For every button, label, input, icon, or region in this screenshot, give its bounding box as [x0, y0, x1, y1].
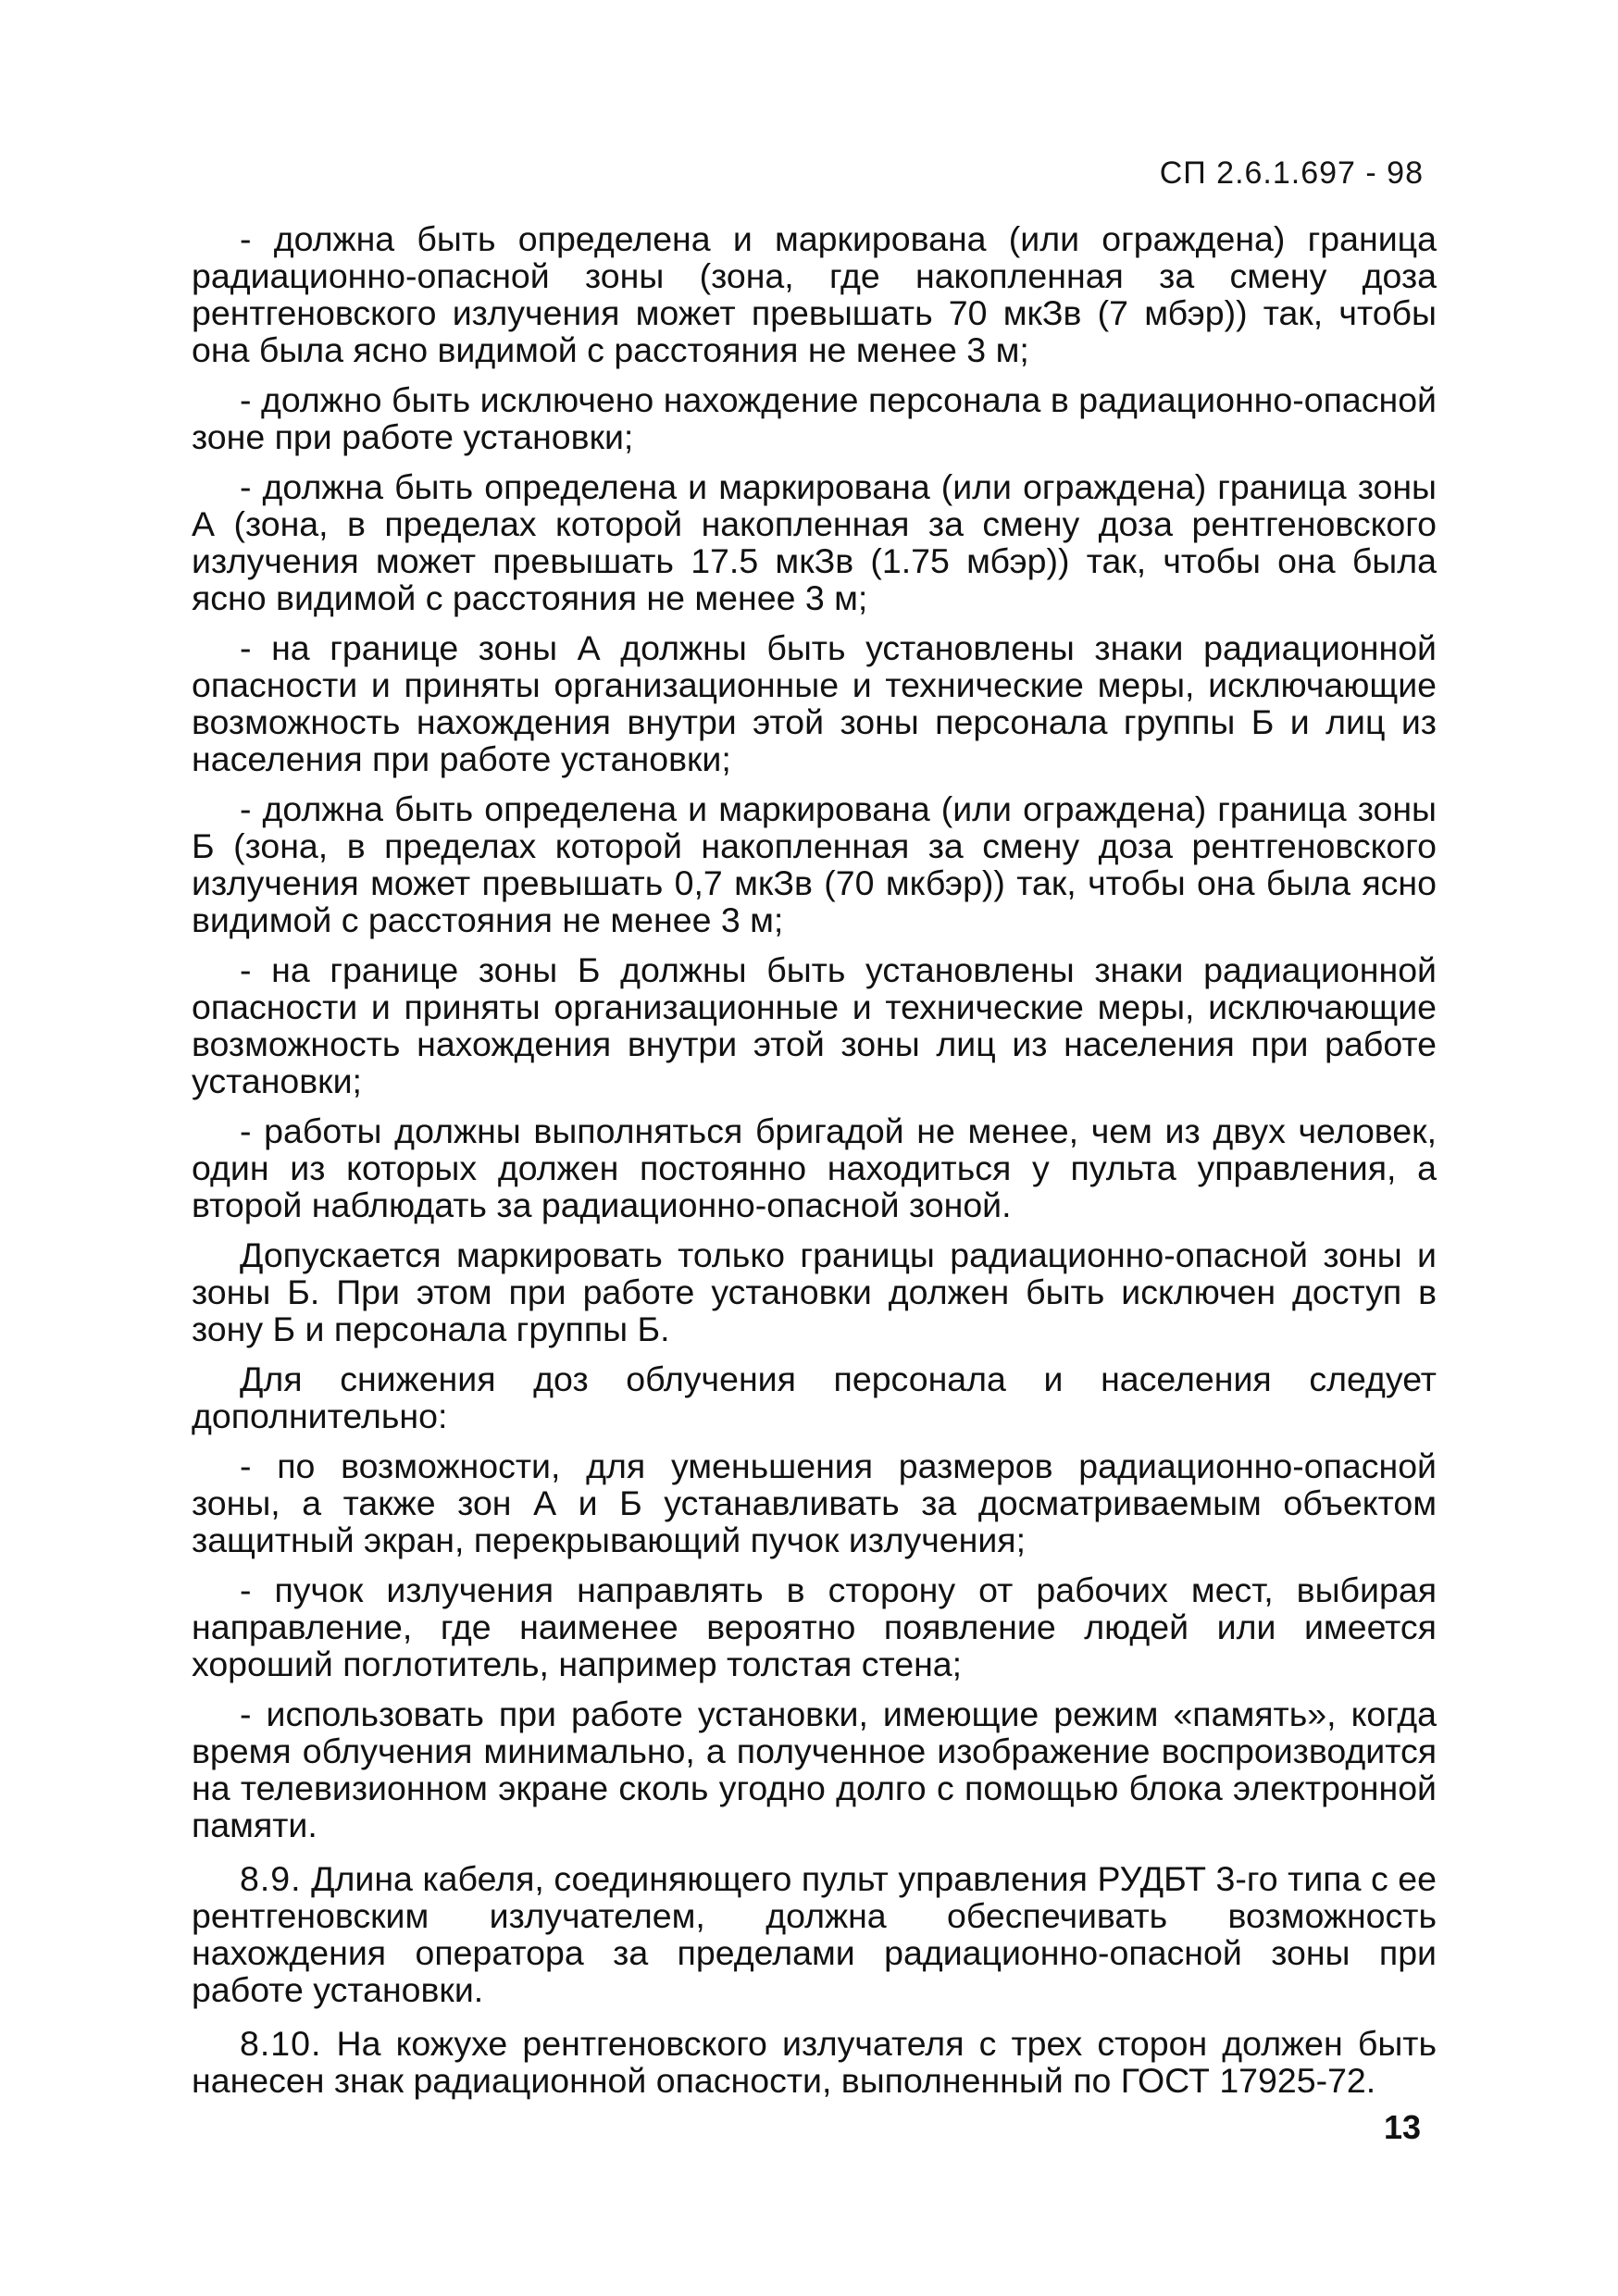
section-8-9 — [192, 1860, 1437, 2008]
paragraph: - работы должны выполняться бригадой не менее, чем из двух человек, один из которых должен постоянно находиться у пульта управления, а второй наблюдать за радиационно-опасной зоной. — [192, 1111, 1437, 1224]
paragraph: - по возможности, для уменьшения размеров радиационно-опасной зоны, а также зон А и Б устанавливать за досматриваемым объектом защитный экран, перекрывающий пучок излучения; — [192, 1446, 1437, 1559]
document-body — [192, 220, 1437, 2116]
section-number: 8.10. — [240, 2024, 322, 2063]
section-number: 8.9. — [240, 1859, 302, 1898]
page-number: 13 — [1383, 2108, 1421, 2146]
paragraph: - на границе зоны Б должны быть установлены знаки радиационной опасности и приняты организационные и технические меры, исключающие возможность нахождения внутри этой зоны лиц из населения при работе установки; — [192, 950, 1437, 1100]
paragraph: - должна быть определена и маркирована (или ограждена) граница радиационно-опасной зоны (зона, где накопленная за смену доза рентгеновского излучения может превышать 70 мкЗв (7 мбэр)) так, чтобы она была ясно видимой с расстояния не менее 3 м; — [192, 219, 1437, 369]
section-text: На кожухе рентгеновского излучателя с трех сторон должен быть нанесен знак радиационной опасности, выполненный по ГОСТ 17925-72. — [192, 2024, 1437, 2100]
paragraph: - должно быть исключено нахождение персонала в радиационно-опасной зоне при работе установки; — [192, 380, 1437, 456]
paragraph: - должна быть определена и маркирована (или ограждена) граница зоны А (зона, в пределах которой накопленная за смену доза рентгеновского излучения может превышать 17.5 мкЗв (1.75 мбэр)) так, чтобы она была ясно видимой с расстояния не менее 3 м; — [192, 467, 1437, 617]
document-code-header: СП 2.6.1.697 - 98 — [1159, 155, 1424, 191]
section-8-10 — [192, 2025, 1437, 2099]
section-text: Длина кабеля, соединяющего пульт управления РУДБТ 3-го типа с ее рентгеновским излучателем, должна обеспечивать возможность нахождения оператора за пределами радиационно-опасной зоны при работе установки. — [192, 1859, 1437, 2009]
paragraph: - на границе зоны А должны быть установлены знаки радиационной опасности и приняты организационные и технические меры, исключающие возможность нахождения внутри этой зоны персонала группы Б и лиц из населения при работе установки; — [192, 628, 1437, 778]
paragraph: Для снижения доз облучения персонала и населения следует дополнительно: — [192, 1359, 1437, 1435]
paragraph: - использовать при работе установки, имеющие режим «память», когда время облучения минимально, а полученное изображение воспроизводится на телевизионном экране сколь угодно долго с помощью блока электронной памяти. — [192, 1694, 1437, 1844]
paragraph: Допускается маркировать только границы радиационно-опасной зоны и зоны Б. При этом при работе установки должен быть исключен доступ в зону Б и персонала группы Б. — [192, 1235, 1437, 1348]
paragraph: - пучок излучения направлять в сторону от рабочих мест, выбирая направление, где наименее вероятно появление людей или имеется хороший поглотитель, например толстая стена; — [192, 1570, 1437, 1683]
paragraph: - должна быть определена и маркирована (или ограждена) граница зоны Б (зона, в пределах которой накопленная за смену доза рентгеновского излучения может превышать 0,7 мкЗв (70 мкбэр)) так, чтобы она была ясно видимой с расстояния не менее 3 м; — [192, 789, 1437, 939]
